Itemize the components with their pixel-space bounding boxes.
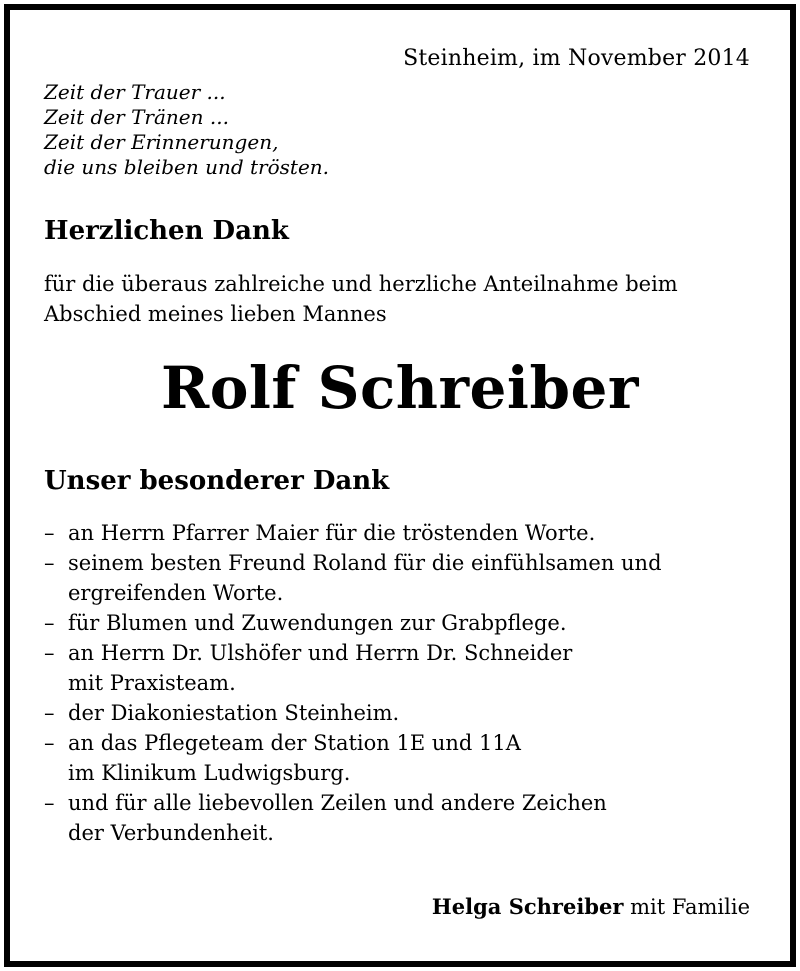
- list-dash: –: [44, 791, 55, 815]
- list-item-text: an Herrn Dr. Ulshöfer und Herrn Dr. Schneider mit Praxisteam.: [68, 641, 573, 695]
- list-item-text: der Diakoniestation Steinheim.: [68, 701, 400, 725]
- poem: [44, 80, 329, 180]
- list-item: [44, 638, 764, 698]
- poem-line: Zeit der Tränen ...: [44, 105, 229, 129]
- list-item: [44, 548, 764, 608]
- special-thanks-list: [44, 518, 764, 848]
- thanks-heading: Herzlichen Dank: [44, 216, 289, 246]
- signature-name: Helga Schreiber: [431, 894, 624, 919]
- signature: [432, 894, 750, 919]
- list-dash: –: [44, 701, 55, 725]
- notice-frame: [4, 4, 796, 967]
- list-item: [44, 608, 764, 638]
- list-dash: –: [44, 521, 55, 545]
- special-thanks-heading: Unser besonderer Dank: [44, 466, 390, 496]
- list-dash: –: [44, 551, 55, 575]
- list-item-text: für Blumen und Zuwendungen zur Grabpflege.: [68, 611, 567, 635]
- list-item-text: seinem besten Freund Roland für die einfühlsamen und ergreifenden Worte.: [68, 551, 662, 605]
- place-date: Steinheim, im November 2014: [403, 46, 750, 71]
- list-item: [44, 788, 764, 848]
- list-dash: –: [44, 611, 55, 635]
- poem-line: Zeit der Trauer ...: [44, 80, 226, 104]
- poem-line: die uns bleiben und trösten.: [44, 155, 330, 179]
- list-dash: –: [44, 731, 55, 755]
- list-item-text: an Herrn Pfarrer Maier für die tröstenden Worte.: [68, 521, 596, 545]
- list-item-text: an das Pflegeteam der Station 1E und 11A im Klinikum Ludwigsburg.: [68, 731, 521, 785]
- deceased-name: Rolf Schreiber: [161, 354, 639, 422]
- list-item: [44, 728, 764, 788]
- list-dash: –: [44, 641, 55, 665]
- signature-suffix: mit Familie: [623, 895, 750, 919]
- list-item-text: und für alle liebevollen Zeilen und andere Zeichen der Verbundenheit.: [68, 791, 607, 845]
- poem-line: Zeit der Erinnerungen,: [44, 130, 279, 154]
- thanks-intro: für die überaus zahlreiche und herzliche Anteilnahme beim Abschied meines lieben Mannes: [44, 272, 678, 326]
- list-item: [44, 518, 764, 548]
- list-item: [44, 698, 764, 728]
